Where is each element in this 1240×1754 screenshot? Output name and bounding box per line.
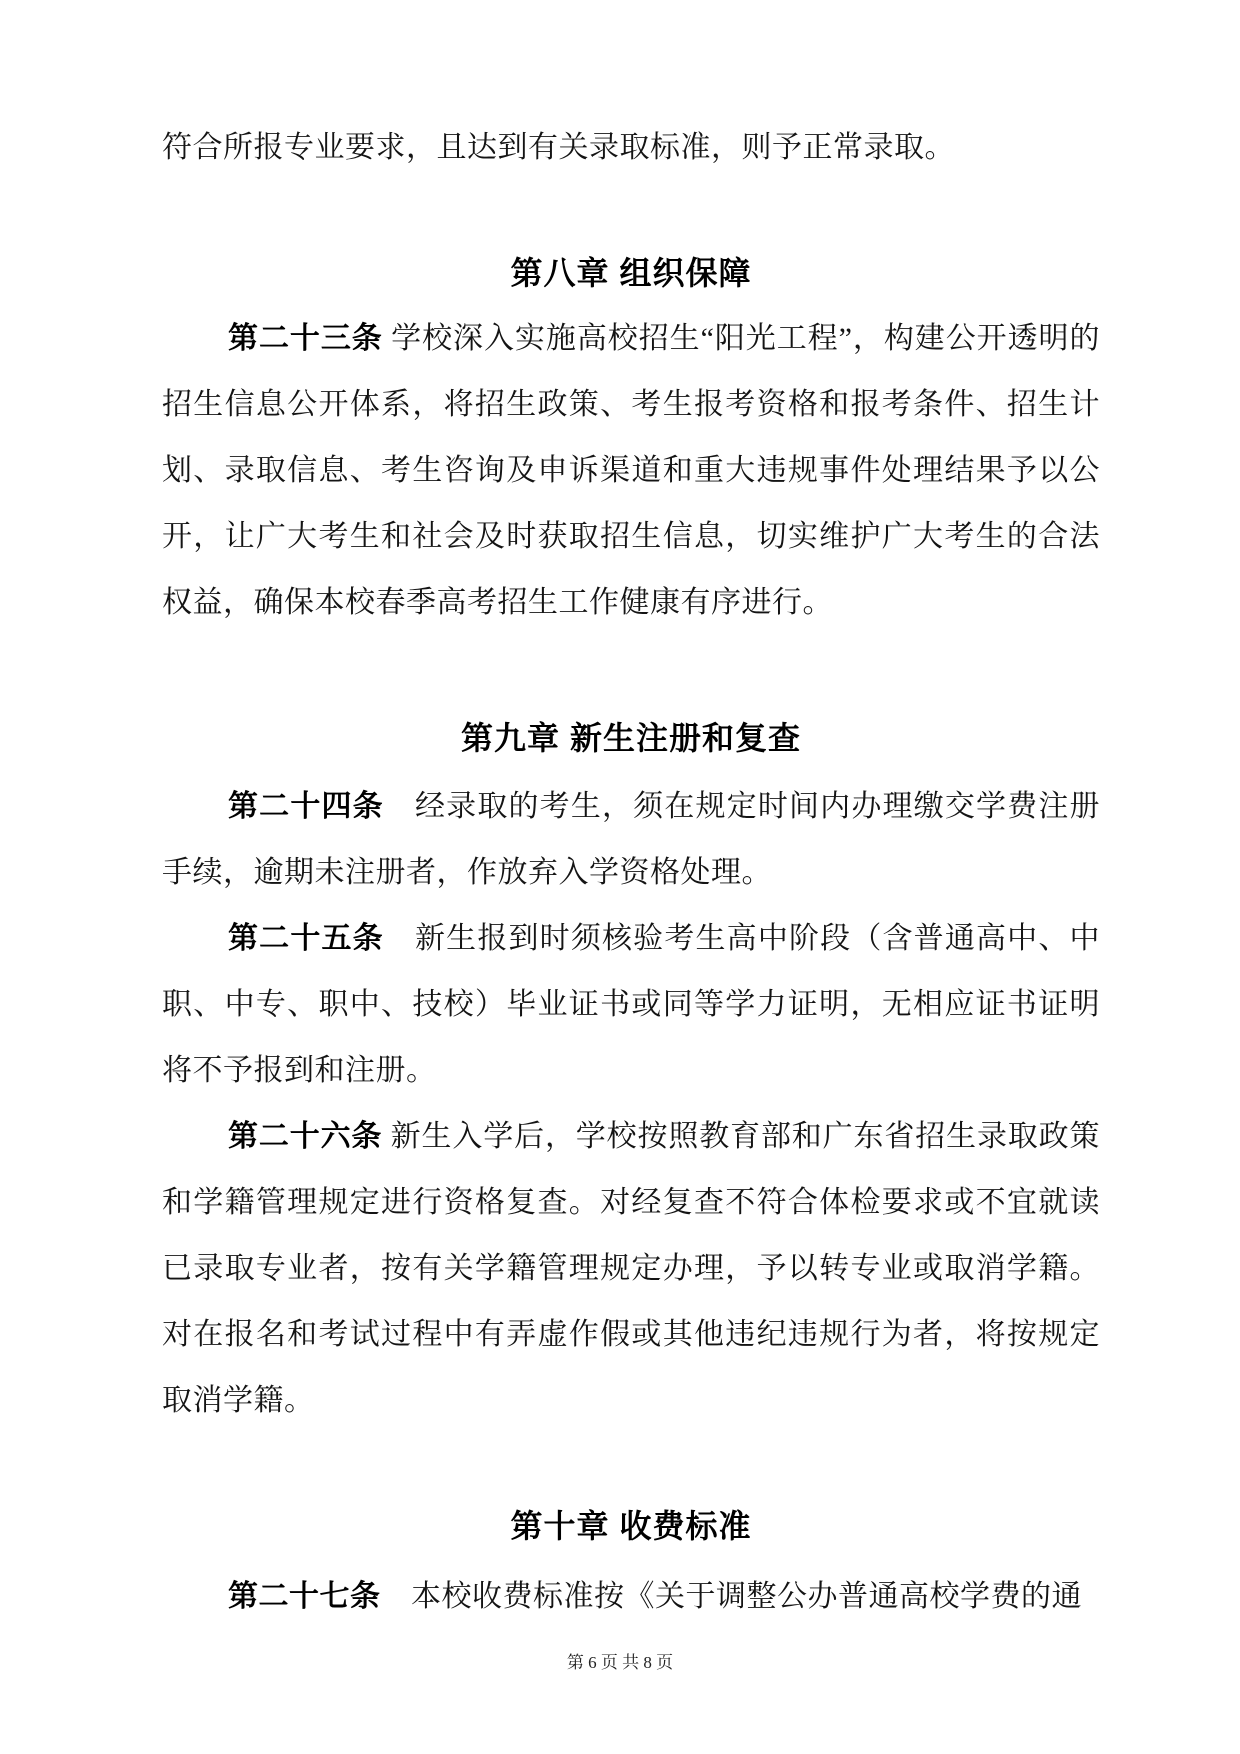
article-26-text: 新生入学后，学校按照教育部和广东省招生录取政策和学籍管理规定进行资格复查。对经复查不符合体检要求或不宜就读已录取专业者，按有关学籍管理规定办理，予以转专业或取消学籍。对在报名和考试过程中有弄虚作假或其他违纪违规行为者，将按规定取消学籍。 (162, 1120, 1101, 1417)
article-24-paragraph (162, 774, 1100, 906)
article-25-number: 第二十五条 (228, 922, 384, 955)
article-23-paragraph (162, 306, 1100, 636)
article-27-paragraph (162, 1564, 1100, 1630)
chapter-10-heading: 第十章 收费标准 (510, 1508, 752, 1544)
article-24-number: 第二十四条 (228, 790, 384, 823)
article-24-text: 经录取的考生，须在规定时间内办理缴交学费注册手续，逾期未注册者，作放弃入学资格处理。 (162, 790, 1101, 889)
article-27-text: 本校收费标准按《关于调整公办普通高校学费的通 (380, 1580, 1082, 1613)
chapter-8-heading: 第八章 组织保障 (510, 255, 752, 291)
article-27-number: 第二十七条 (228, 1580, 381, 1613)
article-25-paragraph (162, 906, 1100, 1104)
article-26-paragraph (162, 1104, 1100, 1434)
article-26-number: 第二十六条 (228, 1120, 383, 1153)
chapter-9-heading: 第九章 新生注册和复查 (461, 720, 801, 756)
article-25-text: 新生报到时须核验考生高中阶段（含普通高中、中职、中专、职中、技校）毕业证书或同等学力证明，无相应证书证明将不予报到和注册。 (162, 922, 1101, 1087)
page-number-footer: 第 6 页 共 8 页 (566, 1653, 674, 1672)
continuation-paragraph: 符合所报专业要求，且达到有关录取标准，则予正常录取。 (162, 131, 955, 164)
article-23-number: 第二十三条 (228, 322, 383, 355)
article-23-text: 学校深入实施高校招生“阳光工程”，构建公开透明的招生信息公开体系，将招生政策、考生报考资格和报考条件、招生计划、录取信息、考生咨询及申诉渠道和重大违规事件处理结果予以公开，让广大考生和社会及时获取招生信息，切实维护广大考生的合法权益，确保本校春季高考招生工作健康有序进行。 (162, 322, 1100, 619)
